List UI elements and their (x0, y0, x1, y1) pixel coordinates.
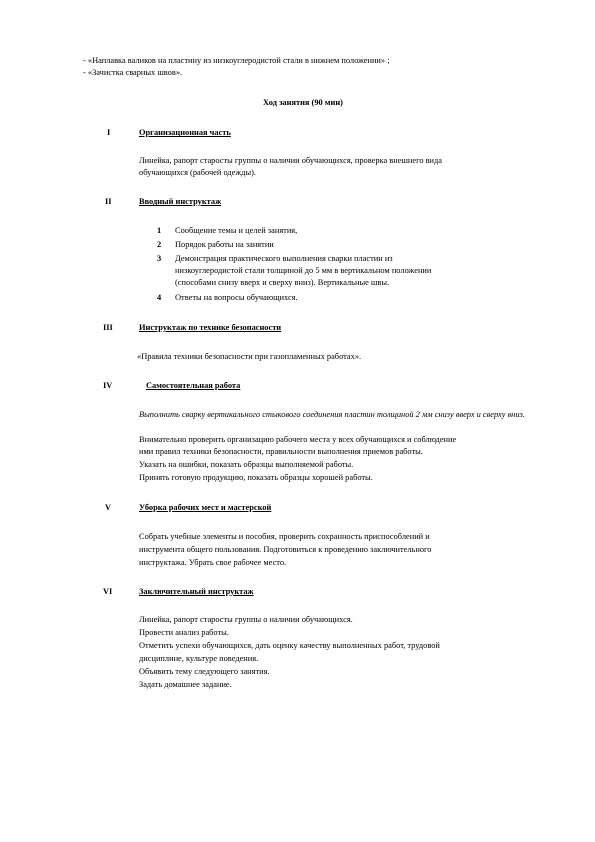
section-3-numeral: III (103, 323, 113, 332)
list-item-text: низкоуглеродистой стали толщиной до 5 мм в вертикальном положении (175, 266, 432, 275)
section-3-title: Инструктаж по технике безопасности (139, 323, 282, 332)
section-6-text: Отметить успехи обучающихся, дать оценку качеству выполненных работ, трудовой (139, 641, 440, 650)
intro-line-1: - «Наплавка валиков на пластину из низкоуглеродистой стали в нижнем положении» ; (83, 56, 390, 65)
list-item-number: 1 (157, 226, 162, 235)
section-2-numeral: II (105, 197, 112, 206)
section-6-text: Задать домашнее задание. (139, 680, 232, 689)
section-1-numeral: I (107, 128, 111, 137)
section-4-task: Выполнить сварку вертикального стыкового соединения пластин толщиной 2 мм снизу вверх и сверху вниз. (139, 410, 525, 419)
intro-line-2: - «Зачистка сварных швов». (83, 68, 183, 77)
section-4-text: Указать на ошибки, показать образцы выполняемой работы. (139, 460, 354, 469)
list-item-number: 4 (157, 293, 162, 302)
section-4-numeral: IV (103, 381, 113, 390)
section-5-text: инструктажа. Убрать свое рабочее место. (139, 558, 287, 567)
section-5-numeral: V (105, 503, 112, 512)
section-5-text: инструмента общего пользования. Подготовиться к проведению заключительного (139, 545, 432, 554)
section-6-title: Заключительный инструктаж (139, 587, 254, 596)
section-2-title: Вводный инструктаж (139, 197, 222, 206)
list-item-text: Демонстрация практического выполнения сварки пластин из (175, 254, 393, 263)
section-1-title: Организационная часть (139, 128, 231, 137)
section-5-text: Собрать учебные элементы и пособия, проверить сохранность приспособлений и (139, 532, 430, 541)
list-item-number: 3 (157, 254, 162, 263)
lesson-heading: Ход занятия (90 мин) (263, 98, 343, 107)
section-4-text: ими правил техники безопасности, правильности выполнения приемов работы. (139, 447, 423, 456)
section-6-numeral: VI (103, 587, 113, 596)
list-item-text: Сообщение темы и целей занятия, (175, 226, 298, 235)
list-item-text: (способами снизу вверх и сверху вниз). Вертикальные швы. (175, 278, 390, 287)
section-1-text: обучающихся (рабочей одежды). (139, 168, 256, 177)
section-4-title: Самостоятельная работа (146, 381, 241, 390)
section-3-text: «Правила техники безопасности при газопламенных работах». (137, 352, 362, 361)
section-4-text: Внимательно проверить организацию рабочего места у всех обучающихся и соблюдение (139, 435, 457, 444)
section-6-text: Объявить тему следующего занятия. (139, 667, 270, 676)
list-item-text: Порядок работы на занятии (175, 240, 274, 249)
section-6-text: дисциплине, культуре поведения. (139, 654, 259, 663)
section-4-text: Принять готовую продукцию, показать образцы хорошей работы. (139, 473, 373, 482)
list-item-number: 2 (157, 240, 162, 249)
section-5-title: Уборка рабочих мест и мастерской (139, 503, 272, 512)
section-1-text: Линейка, рапорт старосты группы о наличии обучающихся, проверка внешнего вида (139, 156, 443, 165)
section-6-text: Провести анализ работы. (139, 628, 229, 637)
section-6-text: Линейка, рапорт старосты группы о наличии обучающихся. (139, 615, 353, 624)
list-item-text: Ответы на вопросы обучающихся. (175, 293, 298, 302)
